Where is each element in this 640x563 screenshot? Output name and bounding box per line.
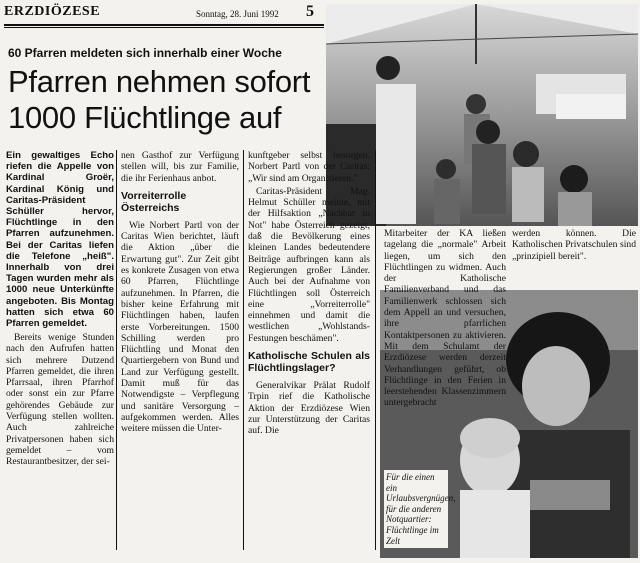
page-number: 5 <box>306 3 314 20</box>
column-1 <box>6 332 114 470</box>
column-5-paragraph: werden können. Die Katholischen Privatschulen sind „prinzipiell bereit". <box>512 228 636 262</box>
article-headline: Pfarren nehmen sofort 1000 Flüchtlinge auf <box>8 64 311 135</box>
subheading-vorreiterrolle: Vorreiterrolle Österreichs <box>121 189 187 214</box>
article-lead: Ein gewaltiges Echo riefen die Appelle von Kardinal Groër, Kardinal König und Caritas-Präsident Schüller hervor, Flüchtlinge in den Pfarren aufzunehmen. Bei der Caritas liefen die Telefone „heiß". Innerhalb von drei Tagen wurden mehr als 1000 neue Unterkünfte angeboten. Bis Montag hatten sich etwa 60 Pfarren gemeldet. <box>6 150 114 330</box>
column-2-paragraph-2: Wie Norbert Partl von der Caritas Wien berichtet, läuft die Aktion „über die Erwartung gut". Zur Zeit gibt es konkrete Zusagen von etwa 60 Pfarren, Flüchtlinge aufzunehmen. In Pfarren, die bisher keine Erfahrung mit Flüchtlingen haben, laufen erste Vorbereitungen. 1500 Schilling werden pro Flüchtling und Monat den Quartiergebern von Bund und Land zur Verfügung gestellt. Damit muß für das Notwendigste – Verpflegung und sanitäre Versorgung – aufgekommen werden. Alles weitere müssen die Unter- <box>121 219 239 435</box>
section-title: ERZDIÖZESE <box>4 4 101 19</box>
photo-caption: Für die einen ein Urlaubsvergnügen, für die anderen Notquartier: Flüchtlinge im Zelt <box>384 470 448 548</box>
column-divider <box>375 150 376 550</box>
column-2 <box>121 150 239 437</box>
column-3-paragraph-3: Generalvikar Prälat Rudolf Trpin rief die Katholische Aktion der Erzdiözese Wien zur Unterstützung der Caritas auf. Die <box>248 380 370 437</box>
subheading-katholische-schulen: Katholische Schulen als Flüchtlingslager? <box>248 350 370 375</box>
column-4-paragraph: Mitarbeiter der KA ließen tagelang die „normale" Arbeit liegen, um sich den Flüchtlingen zu widmen. Auch der Katholische Familienverband und das Familienwerk schlossen sich dem Appell an und versuchen, ihre pfarrlichen Kontaktpersonen zu aktivieren. Mit dem Schulamt der Erzdiözese werden derzeit Verhandlungen geführt, ob Flüchtlinge in den Ferien in leerstehenden Klassenzimmern untergebracht <box>384 228 506 409</box>
issue-date: Sonntag, 28. Juni 1992 <box>196 9 279 19</box>
article-kicker: 60 Pfarren meldeten sich innerhalb einer Woche <box>8 46 282 60</box>
header-rule-thin <box>4 27 324 28</box>
column-3 <box>248 150 370 439</box>
column-divider <box>116 150 117 550</box>
column-divider <box>243 150 244 550</box>
column-3-paragraph-1: kunftgeber selbst besorgen. Norbert Partl von der Caritas: „Wir sind am Organisieren." <box>248 150 370 184</box>
column-2-paragraph-1: nen Gasthof zur Verfügung stellen will, bis zur Familie, die ihr Ferienhaus anbot. <box>121 150 239 184</box>
header-rule <box>4 24 324 26</box>
column-5 <box>512 228 636 264</box>
tent-photo <box>326 4 638 226</box>
column-4 <box>384 228 506 411</box>
column-1-paragraph: Bereits wenige Stunden nach den Aufrufen hatten sich mehrere Dutzend Pfarren gemeldet, die ihren Pfarrsaal, ihren Pfarrhof oder sonst ein zur Pfarre gehörendes Gebäude zur Verfügung stellen wollten. Auch zahlreiche Privatpersonen haben sich gemeldet – vom Restaurantbesitzer, der sei- <box>6 332 114 468</box>
column-3-paragraph-2: Caritas-Präsident Mag. Helmut Schüller meinte, mit der Hilfsaktion „Nachbar in Not" habe Österreich gezeigt, daß die Bevölkerung eines kleinen Landes bedeutendere Beiträge aufbringen kann als Regierungen großer Länder. Auch bei der Aufnahme von Flüchtlingen soll Österreich eine „Vorreiterrolle" einnehmen und damit die westlichen „Wohlstands-Festungen beschämen". <box>248 185 370 344</box>
